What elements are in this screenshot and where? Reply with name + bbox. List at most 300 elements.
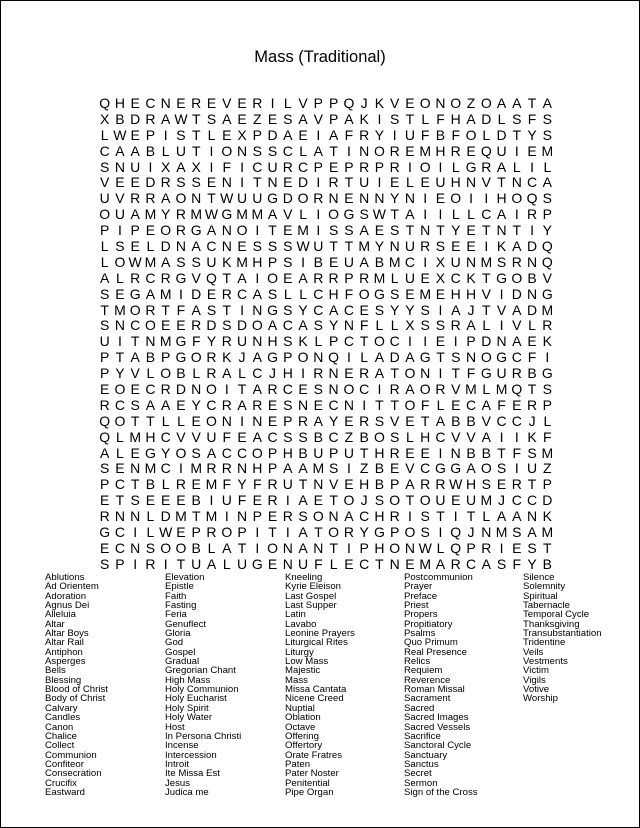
grid-letter: O (373, 333, 385, 350)
grid-letter: Y (359, 524, 369, 541)
word-list-item: Thanksgiving (523, 618, 580, 630)
grid-letter: V (298, 95, 308, 111)
grid-letter: F (451, 126, 461, 143)
grid-letter: E (435, 190, 446, 207)
word-list-item: Faith (165, 590, 187, 602)
grid-letter: R (389, 508, 400, 525)
grid-letter: F (222, 428, 232, 445)
grid-letter: T (344, 174, 354, 191)
word-list-item: Holy Water (165, 712, 213, 724)
grid-letter: E (451, 492, 461, 509)
grid-letter: L (299, 142, 307, 159)
grid-letter: E (237, 95, 247, 111)
grid-letter: S (328, 222, 339, 239)
grid-letter: C (99, 142, 110, 159)
grid-letter: X (99, 110, 110, 127)
grid-letter: S (390, 110, 400, 127)
grid-letter: P (344, 158, 354, 175)
grid-letter: G (541, 365, 553, 382)
word-list-item: High Mass (165, 674, 211, 686)
grid-letter: I (179, 460, 183, 477)
grid-letter: N (527, 253, 538, 270)
grid-letter: R (435, 476, 446, 493)
grid-letter: A (328, 126, 339, 143)
grid-letter: A (161, 190, 171, 207)
grid-letter: V (451, 381, 461, 398)
grid-letter: I (209, 492, 214, 509)
grid-letter: P (99, 349, 110, 366)
word-list-item: Holy Communion (165, 684, 239, 696)
grid-letter: R (145, 555, 156, 572)
grid-letter: J (498, 492, 506, 509)
grid-row (97, 303, 555, 319)
grid-letter: P (267, 444, 278, 461)
grid-letter: I (133, 555, 138, 572)
grid-letter: X (237, 126, 247, 143)
grid-letter: C (130, 317, 141, 334)
grid-letter: S (267, 142, 278, 159)
grid-letter: A (145, 396, 156, 413)
grid-letter: Z (253, 110, 262, 127)
grid-letter: O (114, 253, 126, 270)
grid-letter: O (236, 222, 248, 239)
word-list-item: Tabernacle (523, 600, 570, 612)
grid-letter: K (359, 110, 369, 127)
word-list-item: Offertory (285, 740, 323, 752)
grid-letter: N (236, 460, 248, 477)
grid-letter: A (191, 238, 201, 255)
grid-letter: D (496, 126, 507, 143)
grid-letter: G (144, 444, 156, 461)
grid-row (97, 318, 555, 334)
grid-letter: U (252, 190, 263, 207)
grid-letter: O (389, 492, 401, 509)
grid-letter: E (405, 412, 415, 429)
grid-letter: B (191, 539, 201, 556)
grid-letter: K (466, 269, 476, 286)
grid-letter: L (299, 206, 307, 223)
grid-letter: L (482, 508, 491, 525)
grid-letter: R (175, 206, 187, 223)
grid-letter: A (298, 317, 308, 334)
grid-letter: T (130, 412, 140, 429)
grid-letter: I (209, 142, 214, 159)
grid-letter: L (451, 206, 460, 223)
grid-letter: A (374, 365, 385, 382)
grid-letter: M (190, 460, 203, 477)
grid-letter: F (420, 126, 430, 143)
grid-row (97, 287, 555, 303)
grid-letter: A (405, 206, 415, 223)
grid-letter: F (466, 365, 476, 382)
grid-letter: A (512, 238, 522, 255)
word-list-item: Roman Missal (404, 684, 465, 696)
grid-letter: J (467, 524, 475, 541)
grid-letter: I (408, 508, 412, 525)
grid-letter: R (175, 222, 187, 239)
grid-letter: U (313, 444, 324, 461)
grid-letter: O (511, 269, 523, 286)
grid-letter: N (420, 365, 431, 382)
grid-letter: O (404, 365, 416, 382)
grid-letter: L (543, 158, 552, 175)
grid-letter: R (435, 381, 446, 398)
grid-letter: L (421, 110, 430, 127)
grid-letter: T (359, 444, 369, 461)
word-list-item: Canon (45, 721, 74, 733)
word-list-item: Propitiatory (404, 618, 453, 630)
word-list-item: Sacred Images (404, 712, 469, 724)
grid-letter: E (344, 555, 354, 572)
word-list-item: Gloria (165, 628, 191, 640)
grid-letter: S (99, 317, 110, 334)
grid-letter: N (252, 412, 263, 429)
grid-letter: C (527, 174, 538, 191)
grid-letter: R (313, 190, 324, 207)
grid-letter: Q (99, 412, 111, 429)
grid-letter: J (467, 301, 475, 318)
grid-letter: P (115, 555, 125, 572)
grid-letter: Y (237, 476, 247, 493)
grid-letter: O (297, 349, 309, 366)
grid-letter: S (390, 428, 400, 445)
grid-letter: H (374, 444, 385, 461)
grid-letter: J (528, 412, 536, 429)
word-list-item: Postcommunion (404, 572, 473, 583)
grid-letter: M (388, 253, 401, 270)
grid-letter: U (404, 269, 415, 286)
grid-letter: I (514, 428, 519, 445)
grid-letter: C (145, 95, 156, 111)
grid-letter: E (405, 142, 415, 159)
word-list-item: Votive (523, 684, 550, 696)
grid-letter: C (236, 444, 248, 461)
grid-letter: T (466, 508, 476, 525)
grid-letter: U (206, 428, 217, 445)
grid-letter: N (130, 539, 141, 556)
grid-letter: B (145, 142, 156, 159)
grid-letter: V (390, 95, 400, 111)
grid-letter: U (236, 190, 248, 207)
grid-letter: K (222, 253, 232, 270)
grid-letter: K (496, 238, 507, 255)
grid-letter: V (191, 428, 201, 445)
word-list-item: Pater Noster (285, 768, 339, 780)
grid-letter: I (209, 158, 214, 175)
grid-letter: V (99, 174, 110, 191)
grid-letter: M (358, 238, 370, 255)
word-list-item: Blood of Christ (45, 684, 108, 696)
grid-letter: R (145, 190, 156, 207)
grid-row (97, 493, 555, 509)
grid-letter: B (451, 412, 461, 429)
grid-letter: D (527, 301, 538, 318)
grid-letter: S (420, 317, 430, 334)
grid-letter: O (114, 381, 126, 398)
grid-letter: Q (526, 190, 538, 207)
grid-letter: M (541, 142, 554, 159)
grid-letter: F (222, 476, 232, 493)
grid-letter: F (176, 301, 186, 318)
grid-letter: R (282, 508, 293, 525)
grid-letter: B (298, 444, 308, 461)
word-column-1 (45, 573, 165, 797)
grid-letter: S (99, 555, 110, 572)
grid-letter: A (298, 492, 308, 509)
grid-letter: A (99, 269, 110, 286)
grid-letter: V (115, 190, 125, 207)
grid-letter: O (358, 285, 370, 302)
word-list-item: Ad Orientem (45, 581, 99, 593)
word-list-item: Silence (523, 572, 555, 583)
grid-letter: R (389, 381, 400, 398)
grid-row (97, 175, 555, 191)
word-list-item: Prayer (404, 581, 433, 593)
grid-letter: L (100, 238, 109, 255)
grid-letter: L (116, 428, 124, 445)
word-list-item: Antiphon (45, 646, 83, 658)
grid-row (97, 557, 555, 573)
grid-letter: I (270, 95, 275, 111)
grid-letter: W (449, 476, 463, 493)
grid-letter: I (438, 158, 443, 175)
grid-letter: O (190, 349, 202, 366)
grid-letter: S (298, 508, 308, 525)
word-list-item: Adoration (45, 590, 87, 602)
grid-letter: A (359, 253, 369, 270)
grid-letter: I (224, 381, 229, 398)
grid-row (97, 223, 555, 239)
grid-letter: N (511, 174, 522, 191)
grid-letter: M (144, 206, 157, 223)
grid-letter: I (240, 301, 244, 318)
grid-letter: U (465, 492, 477, 509)
grid-letter: F (191, 333, 201, 350)
grid-row (97, 128, 555, 144)
grid-letter: P (374, 158, 385, 175)
grid-letter: T (527, 381, 537, 398)
grid-letter: N (328, 381, 339, 398)
grid-letter: I (377, 110, 382, 127)
grid-letter: A (191, 301, 201, 318)
grid-letter: E (435, 285, 446, 302)
grid-letter: T (375, 396, 384, 413)
grid-letter: G (99, 524, 111, 541)
grid-letter: G (465, 158, 477, 175)
grid-letter: P (237, 524, 247, 541)
word-list-item: Ite Missa Est (165, 768, 220, 780)
grid-letter: A (512, 333, 522, 350)
word-list-item: Worship (523, 693, 559, 705)
grid-letter: E (267, 412, 278, 429)
grid-letter: E (222, 126, 232, 143)
grid-letter: V (130, 365, 140, 382)
grid-letter: P (191, 524, 201, 541)
grid-letter: E (405, 444, 415, 461)
grid-letter: T (237, 381, 247, 398)
grid-letter: N (221, 174, 232, 191)
grid-letter: I (285, 492, 290, 509)
grid-letter: B (191, 492, 201, 509)
word-list-item: Tridentine (523, 637, 566, 649)
grid-letter: H (450, 110, 461, 127)
grid-letter: R (191, 317, 202, 334)
grid-letter: N (359, 190, 370, 207)
word-column-4 (404, 573, 524, 797)
grid-letter: S (267, 238, 278, 255)
grid-letter: M (419, 555, 432, 572)
grid-letter: A (161, 253, 171, 270)
word-list-item: Gregorian Chant (165, 665, 236, 677)
grid-letter: Y (374, 126, 385, 143)
grid-letter: W (204, 206, 219, 223)
grid-letter: E (390, 174, 400, 191)
grid-letter: G (251, 555, 263, 572)
grid-letter: R (359, 365, 370, 382)
grid-letter: F (543, 428, 552, 445)
word-column-3 (285, 573, 405, 797)
grid-letter: O (328, 206, 340, 223)
grid-letter: C (359, 555, 370, 572)
grid-letter: L (146, 508, 155, 525)
word-list-item: Alleluia (45, 609, 76, 621)
word-list-item: Fasting (165, 600, 197, 612)
grid-letter: E (328, 158, 339, 175)
grid-letter: M (541, 524, 554, 541)
word-list-item: Ablutions (45, 572, 85, 583)
grid-letter: P (99, 365, 110, 382)
grid-letter: P (359, 539, 369, 556)
grid-letter: T (512, 126, 522, 143)
grid-letter: R (206, 365, 217, 382)
grid-letter: I (316, 206, 321, 223)
word-list-item: Low Mass (285, 656, 329, 668)
grid-letter: E (420, 174, 430, 191)
grid-letter: R (145, 110, 156, 127)
grid-row (97, 509, 555, 525)
grid-letter: I (453, 333, 458, 350)
grid-letter: H (465, 476, 477, 493)
grid-letter: T (436, 508, 445, 525)
grid-letter: P (252, 508, 262, 525)
grid-letter: T (359, 333, 369, 350)
grid-letter: F (527, 110, 537, 127)
grid-letter: M (251, 206, 264, 223)
grid-letter: U (343, 444, 354, 461)
word-list-item: God (165, 637, 184, 649)
grid-letter: S (313, 317, 324, 334)
grid-letter: R (389, 444, 400, 461)
grid-letter: D (236, 317, 248, 334)
grid-letter: N (389, 238, 400, 255)
grid-letter: P (283, 349, 293, 366)
grid-letter: R (511, 365, 522, 382)
grid-letter: C (236, 285, 248, 302)
word-list-item: Epistle (165, 581, 194, 593)
grid-letter: A (405, 476, 415, 493)
grid-letter: V (191, 269, 201, 286)
word-list-item: Lavabo (285, 618, 317, 630)
word-list-item: Sermon (404, 777, 438, 789)
grid-letter: M (419, 285, 432, 302)
grid-letter: U (298, 555, 309, 572)
grid-letter: C (160, 428, 171, 445)
word-list-item: Latin (285, 609, 306, 621)
grid-letter: G (267, 190, 278, 207)
grid-letter: S (222, 317, 232, 334)
grid-letter: I (499, 285, 504, 302)
grid-letter: P (328, 110, 339, 127)
word-list-item: Vestments (523, 656, 568, 668)
grid-letter: R (359, 158, 370, 175)
word-list-item: In Persona Christi (165, 730, 242, 742)
grid-letter: E (237, 238, 247, 255)
grid-letter: B (481, 444, 491, 461)
grid-letter: I (163, 126, 168, 143)
grid-letter: T (405, 222, 415, 239)
word-list-item: Host (165, 721, 185, 733)
grid-letter: I (499, 428, 504, 445)
grid-letter: S (435, 317, 446, 334)
grid-letter: I (346, 349, 351, 366)
grid-letter: B (374, 476, 385, 493)
word-list-item: Offering (285, 730, 319, 742)
word-column-2 (165, 573, 285, 797)
grid-letter: S (374, 492, 385, 509)
grid-letter: T (191, 508, 201, 525)
grid-letter: E (466, 142, 476, 159)
grid-letter: E (191, 412, 201, 429)
grid-letter: E (130, 174, 140, 191)
grid-letter: R (160, 269, 171, 286)
word-list-item: Collect (45, 740, 75, 752)
grid-letter: S (481, 476, 491, 493)
grid-letter: E (298, 126, 308, 143)
grid-letter: C (435, 428, 446, 445)
grid-letter: E (344, 190, 354, 207)
grid-letter: M (541, 444, 554, 461)
grid-letter: C (145, 269, 156, 286)
grid-letter: S (283, 301, 293, 318)
grid-letter: C (343, 333, 354, 350)
grid-letter: E (267, 110, 278, 127)
grid-letter: A (405, 381, 415, 398)
grid-letter: A (161, 396, 171, 413)
grid-letter: C (465, 396, 477, 413)
grid-letter: A (298, 539, 308, 556)
grid-letter: R (359, 269, 370, 286)
grid-letter: A (512, 301, 522, 318)
grid-letter: N (481, 524, 492, 541)
grid-letter: E (115, 285, 125, 302)
grid-letter: X (435, 253, 446, 270)
grid-letter: O (343, 492, 355, 509)
grid-letter: O (419, 492, 431, 509)
grid-letter: S (176, 253, 186, 270)
grid-letter: R (267, 492, 278, 509)
grid-letter: P (390, 476, 400, 493)
word-list-item: Requiem (404, 665, 443, 677)
grid-letter: N (404, 539, 415, 556)
grid-letter: C (404, 253, 415, 270)
grid-row (97, 350, 555, 366)
word-list-item: Gospel (165, 646, 196, 658)
grid-letter: M (480, 492, 493, 509)
grid-letter: N (328, 508, 339, 525)
grid-letter: E (344, 365, 354, 382)
word-list-item: Communion (45, 749, 97, 761)
word-list-item: Last Supper (285, 600, 337, 612)
